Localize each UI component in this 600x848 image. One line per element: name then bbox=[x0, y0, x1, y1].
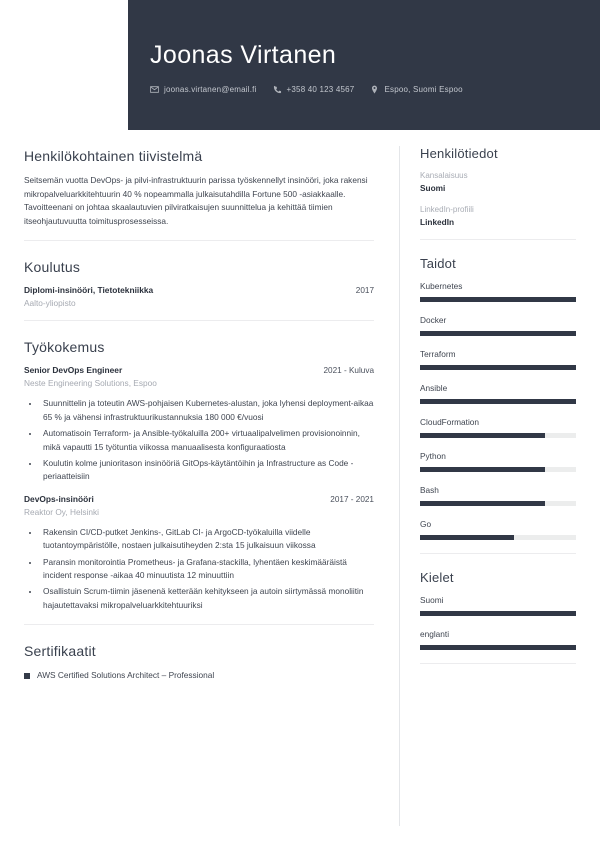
skill-bar-fill bbox=[420, 365, 576, 370]
experience-bullet: • Automatisoin Terraform- ja Ansible-työkaluilla 200+ virtuaalipalvelimen provisionoinnin, mikä vapautti 15 työtuntia viikossa manuaalisesta konfiguraatiosta bbox=[40, 427, 374, 454]
contact-location bbox=[370, 85, 462, 94]
certificate-name: AWS Certified Solutions Architect – Professional bbox=[37, 670, 215, 681]
contact-email[interactable] bbox=[150, 85, 257, 94]
skill-bar-track bbox=[420, 331, 576, 336]
summary-text: Seitsemän vuotta DevOps- ja pilvi-infrastruktuurin parissa työskennellyt insinööri, joka rakensi mikropalveluarkkitehtuurin 40 % nopeammalla julkaisutahdilla Fortune 500 -asiakkaalle. Tavoitteenani on johtaa skaalautuvien pilviratkaisujen suunnittelua ja kehittää tiimien itseohjautuvuutta toimitusprosesseissa. bbox=[24, 175, 368, 226]
experience-company: Reaktor Oy, Helsinki bbox=[24, 506, 99, 517]
skill-bar-fill bbox=[420, 501, 545, 506]
detail-linkedin bbox=[420, 205, 576, 227]
section-divider bbox=[24, 240, 374, 241]
skill-name: Kubernetes bbox=[420, 281, 463, 291]
section-title-experience: Työkokemus bbox=[24, 339, 105, 356]
skill-bar-track bbox=[420, 467, 576, 472]
skill-item bbox=[420, 315, 576, 336]
section-education bbox=[24, 259, 374, 321]
contact-email-text: joonas.virtanen@email.fi bbox=[164, 85, 257, 94]
experience-entry bbox=[24, 494, 374, 612]
detail-value[interactable]: LinkedIn bbox=[420, 217, 455, 227]
skill-name: Go bbox=[420, 519, 432, 529]
language-item bbox=[420, 595, 576, 616]
language-bar-track bbox=[420, 645, 576, 650]
envelope-icon bbox=[150, 85, 159, 94]
education-date: 2017 bbox=[355, 286, 374, 296]
language-bar-fill bbox=[420, 611, 576, 616]
language-name: englanti bbox=[420, 629, 450, 639]
main-column bbox=[24, 130, 374, 687]
experience-role: DevOps-insinööri bbox=[24, 493, 94, 504]
section-divider bbox=[420, 239, 576, 240]
section-experience bbox=[24, 339, 374, 625]
skill-bar-track bbox=[420, 399, 576, 404]
skill-bar-track bbox=[420, 501, 576, 506]
section-divider bbox=[420, 663, 576, 664]
section-title-personal-details: Henkilötiedot bbox=[420, 146, 498, 161]
contact-phone-text: +358 40 123 4567 bbox=[286, 85, 355, 94]
detail-value: Suomi bbox=[420, 183, 446, 193]
section-summary bbox=[24, 148, 374, 241]
skill-name: Python bbox=[420, 451, 446, 461]
experience-entry bbox=[24, 365, 374, 483]
square-bullet-icon bbox=[24, 673, 30, 679]
skill-name: Bash bbox=[420, 485, 439, 495]
skill-bar-fill bbox=[420, 399, 576, 404]
experience-company: Neste Engineering Solutions, Espoo bbox=[24, 378, 157, 389]
experience-role: Senior DevOps Engineer bbox=[24, 365, 123, 376]
detail-label: Kansalaisuus bbox=[420, 171, 468, 180]
section-title-languages: Kielet bbox=[420, 570, 454, 585]
experience-bullet: • Koulutin kolme junioritason insinööriä GitOps-käytäntöihin ja Infrastructure as Code -periaatteisiin bbox=[40, 457, 374, 484]
section-skills bbox=[420, 256, 576, 554]
contact-row bbox=[150, 85, 600, 94]
education-school: Aalto-yliopisto bbox=[24, 298, 76, 309]
column-divider bbox=[399, 146, 400, 826]
skill-item bbox=[420, 417, 576, 438]
language-bar-track bbox=[420, 611, 576, 616]
detail-label: LinkedIn-profiili bbox=[420, 205, 474, 214]
phone-icon bbox=[273, 85, 282, 94]
section-personal-details bbox=[420, 146, 576, 240]
skill-item bbox=[420, 519, 576, 540]
experience-date: 2017 - 2021 bbox=[330, 494, 374, 504]
detail-nationality bbox=[420, 171, 576, 193]
section-certificates bbox=[24, 643, 374, 682]
language-bar-fill bbox=[420, 645, 576, 650]
section-title-education: Koulutus bbox=[24, 259, 81, 276]
experience-entry-head bbox=[24, 365, 374, 375]
location-pin-icon bbox=[370, 85, 379, 94]
section-title-summary: Henkilökohtainen tiivistelmä bbox=[24, 148, 203, 164]
skill-bar-fill bbox=[420, 535, 514, 540]
experience-bullets bbox=[24, 397, 374, 483]
skill-name: Ansible bbox=[420, 383, 448, 393]
skill-bar-track bbox=[420, 535, 576, 540]
skill-bar-track bbox=[420, 433, 576, 438]
experience-date: 2021 - Kuluva bbox=[323, 366, 374, 376]
education-degree: Diplomi-insinööri, Tietotekniikka bbox=[24, 285, 154, 296]
education-entry-head bbox=[24, 285, 374, 295]
section-divider bbox=[24, 320, 374, 321]
section-title-certificates: Sertifikaatit bbox=[24, 643, 96, 660]
skill-bar-fill bbox=[420, 433, 545, 438]
language-name: Suomi bbox=[420, 595, 444, 605]
skill-item bbox=[420, 349, 576, 370]
skill-name: CloudFormation bbox=[420, 417, 480, 427]
resume-header-banner bbox=[128, 0, 600, 130]
experience-entry-head bbox=[24, 494, 374, 504]
experience-bullets bbox=[24, 526, 374, 612]
skill-bar-track bbox=[420, 297, 576, 302]
skill-bar-fill bbox=[420, 297, 576, 302]
skill-name: Docker bbox=[420, 315, 447, 325]
sidebar-column bbox=[420, 130, 576, 668]
skill-item bbox=[420, 451, 576, 472]
skill-bar-track bbox=[420, 365, 576, 370]
skill-name: Terraform bbox=[420, 349, 456, 359]
contact-phone[interactable] bbox=[273, 85, 355, 94]
language-item bbox=[420, 629, 576, 650]
section-title-skills: Taidot bbox=[420, 256, 456, 271]
contact-location-text: Espoo, Suomi Espoo bbox=[384, 85, 463, 94]
skill-bar-fill bbox=[420, 331, 576, 336]
experience-bullet: • Osallistuin Scrum-tiimin jäsenenä ketterään kehitykseen ja autoin siirtymässä monoliitin hajautettavaksi mikropalveluarkkitehtuuriksi bbox=[40, 585, 374, 612]
experience-bullet: • Suunnittelin ja toteutin AWS-pohjaisen Kubernetes-alustan, joka lyhensi deployment-aikaa 65 % ja vähensi infrastruktuurikustannuksia 180 000 €/vuosi bbox=[40, 397, 374, 424]
section-divider bbox=[24, 624, 374, 625]
skill-item bbox=[420, 281, 576, 302]
skill-item bbox=[420, 485, 576, 506]
skill-bar-fill bbox=[420, 467, 545, 472]
experience-bullet: • Paransin monitorointia Prometheus- ja Grafana-stackilla, lyhentäen keskimääräistä incident response -aikaa 40 minuutista 12 minuuttiin bbox=[40, 556, 374, 583]
education-entry bbox=[24, 285, 374, 308]
page-title: Joonas Virtanen bbox=[150, 41, 337, 69]
section-divider bbox=[420, 553, 576, 554]
section-languages bbox=[420, 570, 576, 664]
certificate-list bbox=[24, 669, 374, 682]
skill-item bbox=[420, 383, 576, 404]
experience-bullet: • Rakensin CI/CD-putket Jenkins-, GitLab CI- ja ArgoCD-työkaluilla viidelle tuotantoympäristölle, nostaen julkaisutiheyden 2:sta 15 julkaisuun viikossa bbox=[40, 526, 374, 553]
certificate-item bbox=[24, 669, 374, 682]
